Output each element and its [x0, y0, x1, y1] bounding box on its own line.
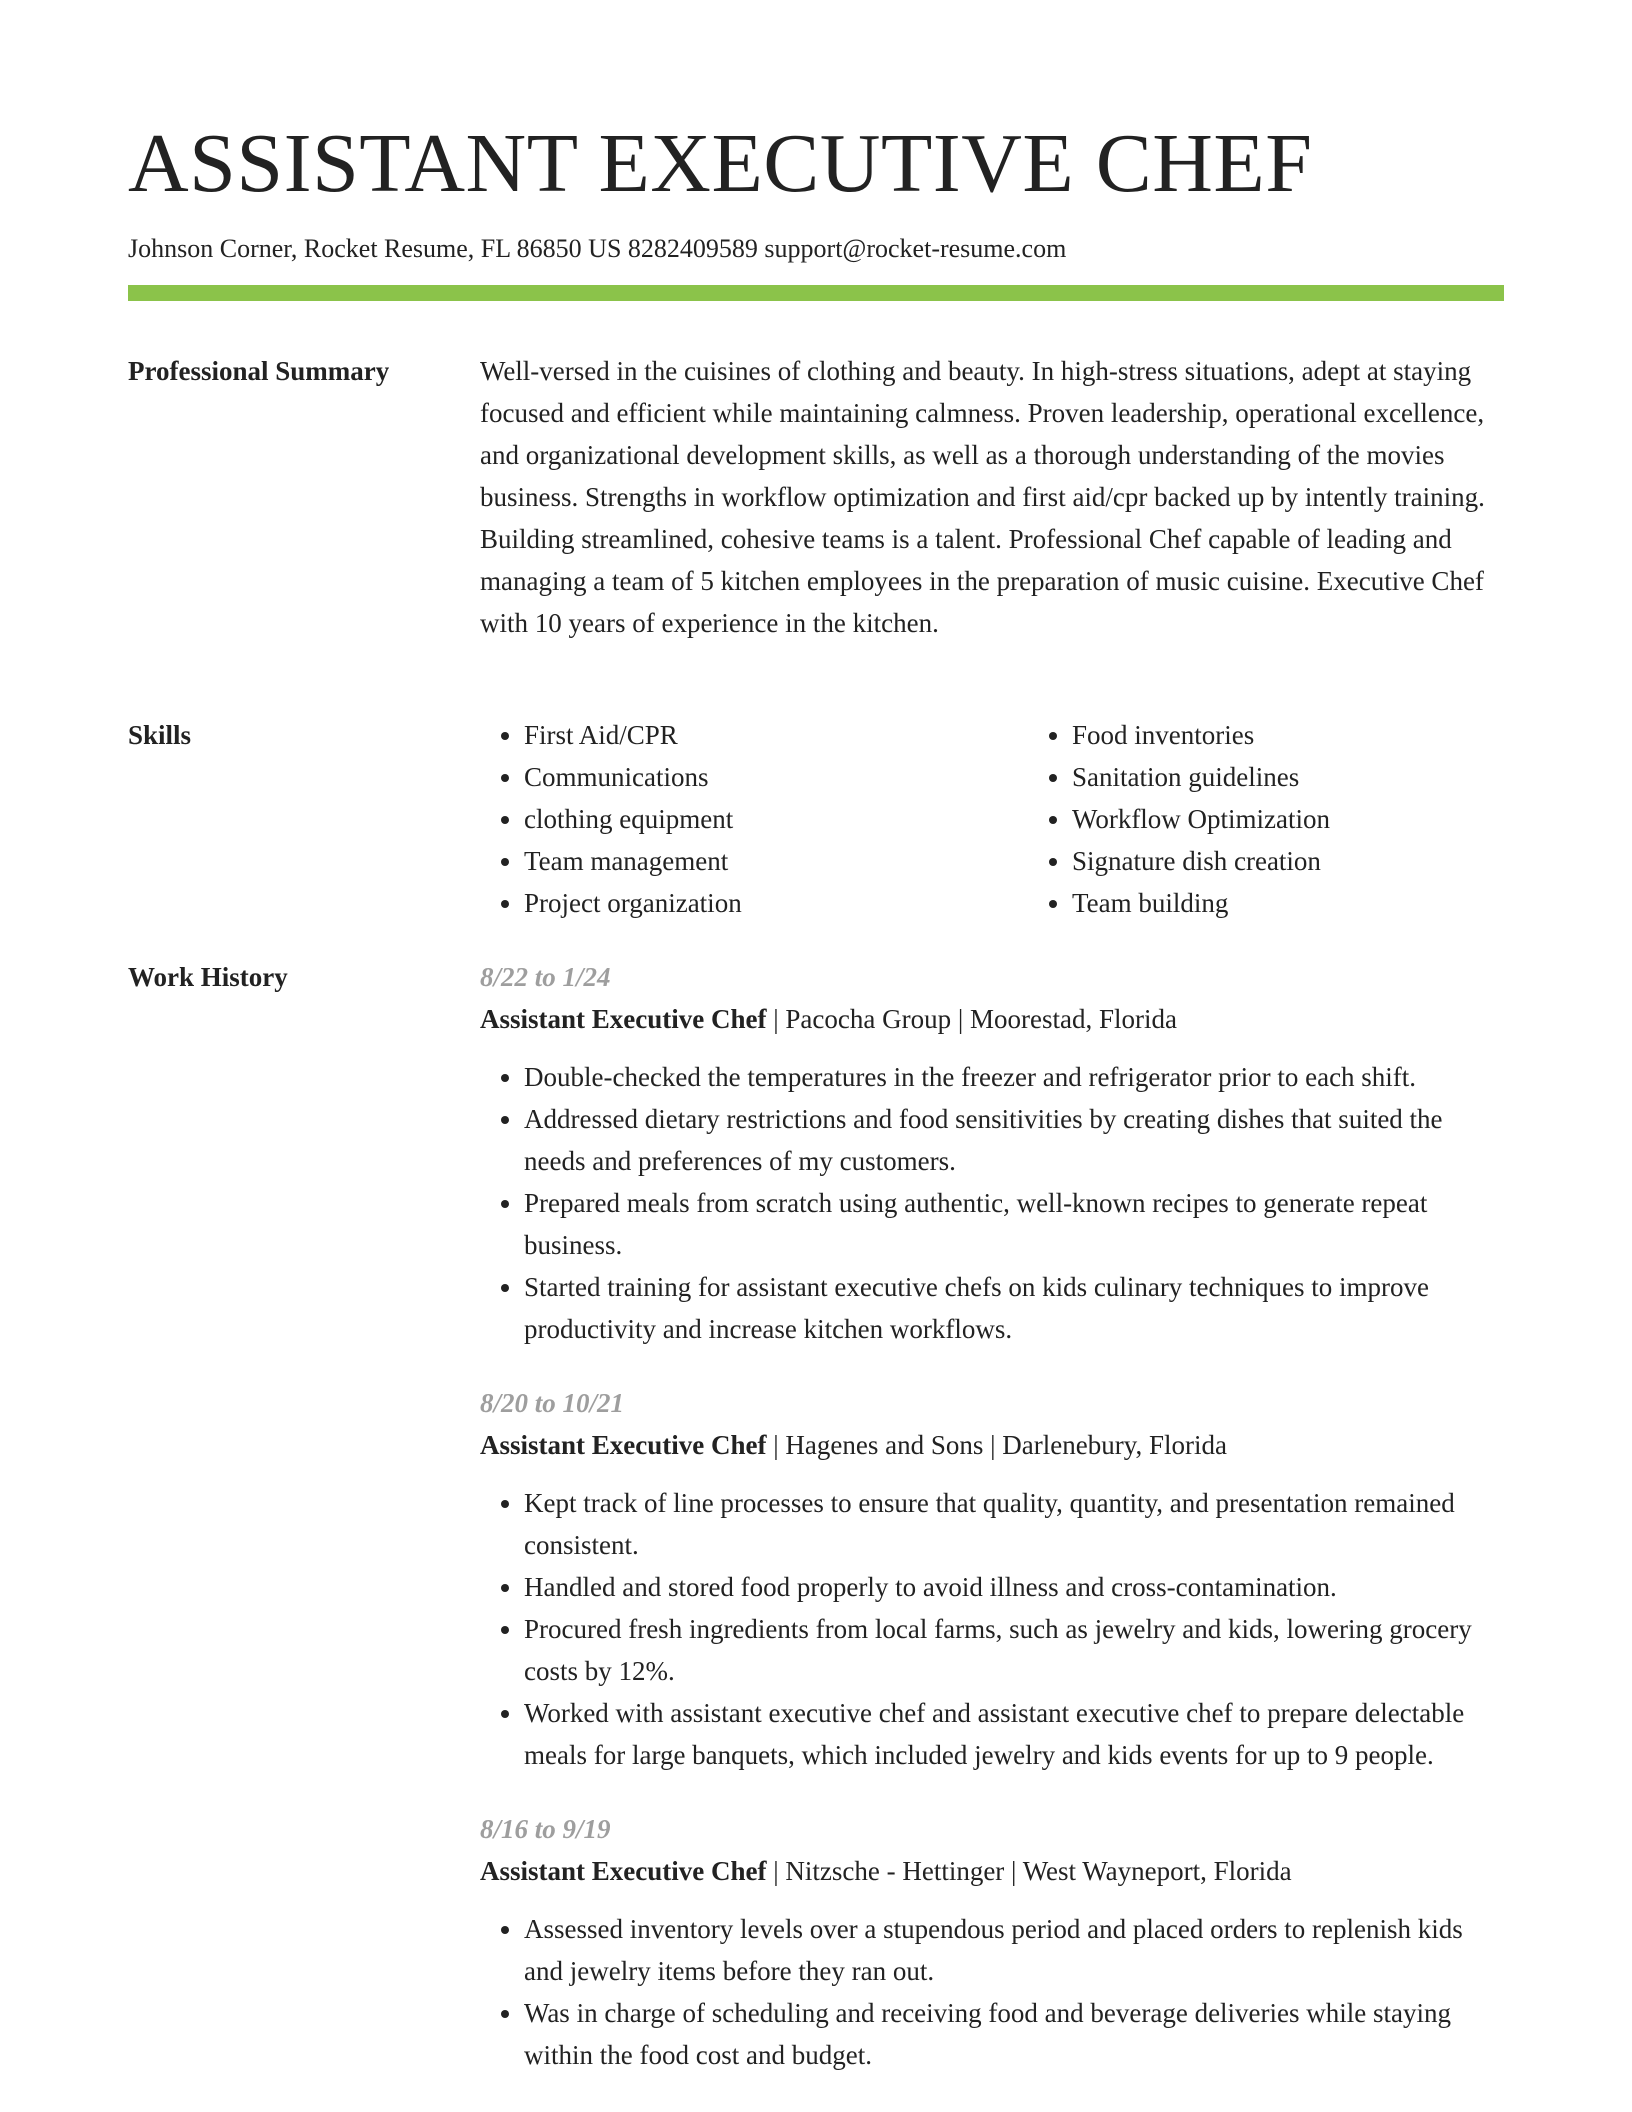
skill-item: • Signature dish creation	[1072, 840, 1576, 882]
skills-list-right	[1028, 714, 1576, 924]
job-duty: • Assessed inventory levels over a stupendous period and placed orders to replenish kids and jewelry items before they ran out.	[524, 1908, 1504, 1992]
job-entry	[480, 1808, 1504, 2076]
job-employer-location: | Pacocha Group | Moorestad, Florida	[766, 1004, 1177, 1034]
job-dates: 8/22 to 1/24	[480, 962, 611, 992]
skills-body	[480, 714, 1504, 924]
job-title: Assistant Executive Chef	[480, 1004, 767, 1034]
skill-item: • Team management	[524, 840, 1028, 882]
skill-item: • Project organization	[524, 882, 1028, 924]
job-duty: • Handled and stored food properly to avoid illness and cross-contamination.	[524, 1566, 1504, 1608]
job-duties-list	[480, 1908, 1504, 2076]
job-duty: • Procured fresh ingredients from local farms, such as jewelry and kids, lowering grocery costs by 12%.	[524, 1608, 1504, 1692]
skill-item: • First Aid/CPR	[524, 714, 1028, 756]
job-dates: 8/20 to 10/21	[480, 1388, 625, 1418]
job-title-line	[480, 1424, 1504, 1466]
job-duty: • Kept track of line processes to ensure that quality, quantity, and presentation remained consistent.	[524, 1482, 1504, 1566]
skill-item: • Workflow Optimization	[1072, 798, 1576, 840]
summary-label: Professional Summary	[128, 356, 390, 386]
summary-text: Well-versed in the cuisines of clothing and beauty. In high-stress situations, adept at staying focused and efficient while maintaining calmness. Proven leadership, operational excellence, and organizational development skills, as well as a thorough understanding of the movies business. Strengths in workflow optimization and first aid/cpr backed up by intently training. Building streamlined, cohesive teams is a talent. Professional Chef capable of leading and managing a team of 5 kitchen employees in the preparation of music cuisine. Executive Chef with 10 years of experience in the kitchen.	[480, 356, 1485, 638]
skills-list-left	[480, 714, 1028, 924]
job-duty: • Worked with assistant executive chef and assistant executive chef to prepare delectable meals for large banquets, which included jewelry and kids events for up to 9 people.	[524, 1692, 1504, 1776]
job-employer-location: | Nitzsche - Hettinger | West Wayneport, Florida	[766, 1856, 1292, 1886]
resume-name-heading: ASSISTANT EXECUTIVE CHEF	[128, 117, 1313, 210]
job-duty: • Double-checked the temperatures in the freezer and refrigerator prior to each shift.	[524, 1056, 1504, 1098]
job-duty: • Was in charge of scheduling and receiving food and beverage deliveries while staying within the food cost and budget.	[524, 1992, 1504, 2076]
job-entry	[480, 956, 1504, 1350]
skill-item: • Team building	[1072, 882, 1576, 924]
skills-label: Skills	[128, 720, 192, 750]
job-title-line	[480, 998, 1504, 1040]
job-title-line	[480, 1850, 1504, 1892]
job-entry	[480, 1382, 1504, 1776]
skill-item: • Communications	[524, 756, 1028, 798]
job-title: Assistant Executive Chef	[480, 1856, 767, 1886]
job-duties-list	[480, 1482, 1504, 1776]
job-duty: • Addressed dietary restrictions and food sensitivities by creating dishes that suited the needs and preferences of my customers.	[524, 1098, 1504, 1182]
summary-body	[480, 350, 1504, 644]
job-duties-list	[480, 1056, 1504, 1350]
work-history-label: Work History	[128, 962, 288, 992]
job-title: Assistant Executive Chef	[480, 1430, 767, 1460]
skill-item: • Sanitation guidelines	[1072, 756, 1576, 798]
job-dates: 8/16 to 9/19	[480, 1814, 611, 1844]
job-duty: • Prepared meals from scratch using authentic, well-known recipes to generate repeat business.	[524, 1182, 1504, 1266]
contact-line: Johnson Corner, Rocket Resume, FL 86850 US 8282409589 support@rocket-resume.com	[128, 234, 1067, 263]
header-divider	[128, 285, 1504, 301]
skill-item: • clothing equipment	[524, 798, 1028, 840]
job-employer-location: | Hagenes and Sons | Darlenebury, Florida	[766, 1430, 1227, 1460]
skill-item: • Food inventories	[1072, 714, 1576, 756]
work-history-body	[480, 956, 1504, 2108]
job-duty: • Started training for assistant executive chefs on kids culinary techniques to improve productivity and increase kitchen workflows.	[524, 1266, 1504, 1350]
